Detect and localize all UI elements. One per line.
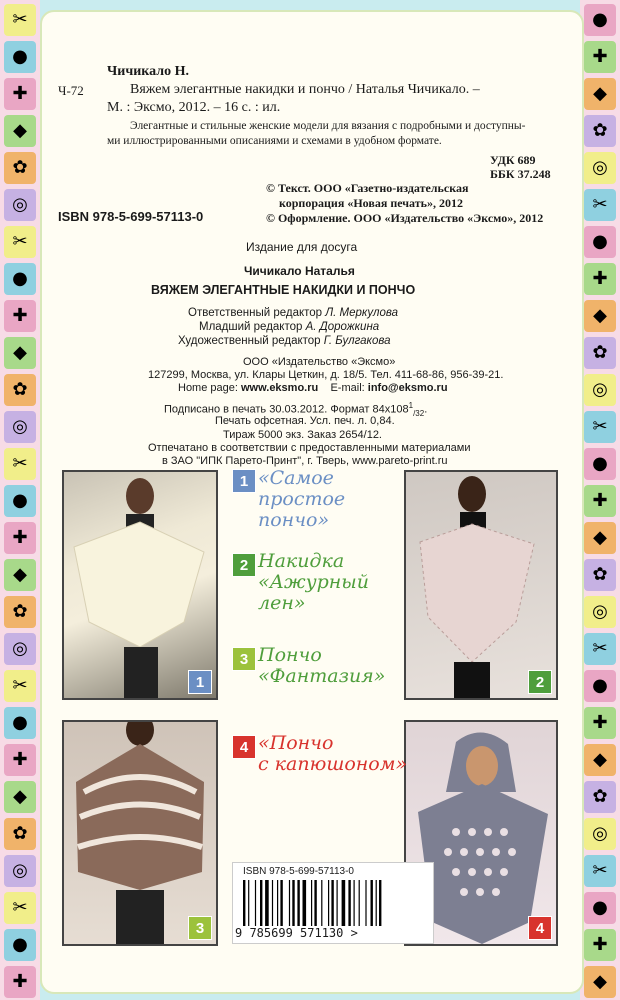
decor-tile <box>4 559 36 591</box>
email-label: E-mail: <box>330 382 365 394</box>
scissors-icon: ✂ <box>12 231 28 252</box>
yarn-ball-icon: ● <box>12 490 28 511</box>
author-short: Чичикало Н. <box>107 64 190 79</box>
item-3-number: 3 <box>232 647 256 671</box>
art-editor <box>178 335 391 347</box>
item-3-title <box>258 645 385 687</box>
barcode-bar <box>280 880 282 926</box>
flower-icon: ✿ <box>12 601 28 622</box>
barcode-box <box>232 862 434 944</box>
barcode-bar <box>376 880 377 926</box>
item-2-line2: «Ажурный <box>258 571 370 593</box>
barcode-bar <box>255 880 256 926</box>
edition-type: Издание для досуга <box>246 240 358 254</box>
imprint-author: Чичикало Наталья <box>244 264 355 278</box>
yarn-ball-icon: ● <box>12 46 28 67</box>
scissors-icon: ✂ <box>592 416 608 437</box>
thimble-icon: ◆ <box>13 786 27 807</box>
button-icon: ✚ <box>592 268 608 289</box>
thimble-icon: ◆ <box>593 83 607 104</box>
barcode-bar <box>348 880 350 926</box>
spool-icon: ◎ <box>12 860 28 881</box>
decor-tile <box>4 485 36 517</box>
item-1-line3: пончо» <box>258 509 330 531</box>
flower-icon: ✿ <box>592 786 608 807</box>
barcode-bar <box>297 880 299 926</box>
yarn-ball-icon: ● <box>592 231 608 252</box>
barcode-bar <box>365 880 366 926</box>
scissors-icon: ✂ <box>592 638 608 659</box>
photo-2 <box>404 470 558 700</box>
barcode-bar <box>311 880 312 926</box>
barcode-bar <box>371 880 373 926</box>
decor-tile <box>4 633 36 665</box>
junior-editor-role: Младший редактор <box>199 321 303 333</box>
decor-tile <box>584 966 616 998</box>
decor-tile <box>584 78 616 110</box>
button-icon: ✚ <box>592 46 608 67</box>
yarn-ball-icon: ● <box>12 712 28 733</box>
publisher-address: 127299, Москва, ул. Клары Цеткин, д. 18/5. Тел. 411-68-86, 956-39-21. <box>148 369 504 381</box>
spool-icon: ◎ <box>592 379 608 400</box>
poncho-shape-3 <box>64 722 216 944</box>
flower-icon: ✿ <box>12 157 28 178</box>
item-4-line1: «Пончо <box>258 732 334 754</box>
decor-tile <box>4 448 36 480</box>
flower-icon: ✿ <box>12 379 28 400</box>
scissors-icon: ✂ <box>592 860 608 881</box>
photo-4-badge: 4 <box>528 916 552 940</box>
spool-icon: ◎ <box>12 416 28 437</box>
scissors-icon: ✂ <box>12 453 28 474</box>
scissors-icon: ✂ <box>12 9 28 30</box>
barcode-bar <box>243 880 245 926</box>
barcode-bar <box>314 880 316 926</box>
item-1-line2: простое <box>258 488 346 510</box>
scissors-icon: ✂ <box>12 897 28 918</box>
decor-tile <box>584 929 616 961</box>
thimble-icon: ◆ <box>13 342 27 363</box>
decor-tile <box>4 78 36 110</box>
email-link[interactable]: info@eksmo.ru <box>367 382 448 394</box>
decor-tile <box>4 411 36 443</box>
decor-tile <box>4 41 36 73</box>
barcode-digits: 9 785699 571130 > <box>235 926 358 940</box>
yarn-ball-icon: ● <box>592 897 608 918</box>
decor-tile <box>584 522 616 554</box>
contacts-line <box>178 382 448 394</box>
item-4-line2: с капюшоном» <box>258 753 408 775</box>
poncho-shape-1 <box>64 472 216 698</box>
barcode-bars <box>243 880 423 926</box>
decor-tile <box>584 4 616 36</box>
resp-editor <box>188 307 398 319</box>
button-icon: ✚ <box>592 712 608 733</box>
udk-code: УДК 689 <box>490 153 536 167</box>
resp-editor-role: Ответственный редактор <box>188 307 323 319</box>
barcode-bar <box>265 880 269 926</box>
photo-1-badge: 1 <box>188 670 212 694</box>
decor-tile <box>584 152 616 184</box>
barcode-bar <box>328 880 329 926</box>
decor-tile <box>4 818 36 850</box>
art-editor-role: Художественный редактор <box>178 335 321 347</box>
poncho-shape-2 <box>406 472 556 698</box>
button-icon: ✚ <box>592 490 608 511</box>
home-label: Home page: <box>178 382 238 394</box>
button-icon: ✚ <box>12 83 28 104</box>
item-1-title <box>258 468 345 531</box>
item-3-line2: «Фантазия» <box>258 665 386 687</box>
decor-tile <box>4 115 36 147</box>
decor-tile <box>584 448 616 480</box>
barcode-bar <box>379 880 381 926</box>
spool-icon: ◎ <box>12 194 28 215</box>
thimble-icon: ◆ <box>593 971 607 992</box>
item-3-line1: Пончо <box>258 644 322 666</box>
item-2-number: 2 <box>232 553 256 577</box>
copyright-text-line2: корпорация «Новая печать», 2012 <box>279 196 463 210</box>
thimble-icon: ◆ <box>13 120 27 141</box>
spool-icon: ◎ <box>592 823 608 844</box>
decor-tile <box>584 41 616 73</box>
barcode-bar <box>248 880 249 926</box>
decor-tile <box>584 744 616 776</box>
yarn-ball-icon: ● <box>592 453 608 474</box>
decor-tile <box>4 781 36 813</box>
bbk-code: ББК 37.248 <box>490 167 551 181</box>
junior-editor-name: А. Дорожкина <box>305 321 380 333</box>
yarn-ball-icon: ● <box>592 675 608 696</box>
decor-tile <box>4 744 36 776</box>
barcode-bar <box>277 880 278 926</box>
decor-tile <box>584 596 616 628</box>
decor-tile <box>584 855 616 887</box>
decor-tile <box>4 4 36 36</box>
barcode-bar <box>292 880 294 926</box>
format-sup: 1 <box>408 401 414 410</box>
printed-line1: Отпечатано в соответствии с предоставленными материалами <box>148 442 471 454</box>
item-2-title <box>258 551 369 614</box>
item-4-title <box>258 733 407 775</box>
item-2-line3: лен» <box>258 592 306 614</box>
photo-3 <box>62 720 218 946</box>
catalog-code: Ч-72 <box>58 83 84 98</box>
photo-2-badge: 2 <box>528 670 552 694</box>
thimble-icon: ◆ <box>593 527 607 548</box>
item-1-line1: «Самое <box>258 467 334 489</box>
barcode-bar <box>342 880 346 926</box>
imprint-title: ВЯЖЕМ ЭЛЕГАНТНЫЕ НАКИДКИ И ПОНЧО <box>151 283 416 297</box>
decor-tile <box>4 596 36 628</box>
decor-tile <box>584 559 616 591</box>
thimble-icon: ◆ <box>593 305 607 326</box>
decor-tile <box>4 374 36 406</box>
decor-tile <box>584 781 616 813</box>
decor-tile <box>4 670 36 702</box>
decor-tile <box>584 226 616 258</box>
signed-text: Подписано в печать 30.03.2012. Формат 84x108 <box>164 403 409 416</box>
decor-tile <box>584 411 616 443</box>
photo-3-badge: 3 <box>188 916 212 940</box>
copyright-design: © Оформление. ООО «Издательство «Эксмо», 2012 <box>266 211 544 225</box>
button-icon: ✚ <box>12 305 28 326</box>
copyright-text-line1: © Текст. ООО «Газетно-издательская <box>266 181 469 195</box>
barcode-bar <box>337 880 338 926</box>
button-icon: ✚ <box>12 749 28 770</box>
junior-editor <box>199 321 379 333</box>
spool-icon: ◎ <box>12 638 28 659</box>
barcode-bar <box>354 880 355 926</box>
decor-tile <box>4 707 36 739</box>
thimble-icon: ◆ <box>13 564 27 585</box>
decor-tile <box>4 263 36 295</box>
printed-line2: в ЗАО "ИПК Парето-Принт", г. Тверь, www.pareto-print.ru <box>162 455 448 467</box>
catalog-isbn: ISBN 978-5-699-57113-0 <box>58 209 204 224</box>
yarn-ball-icon: ● <box>12 268 28 289</box>
decor-tile <box>4 855 36 887</box>
decor-tile <box>584 300 616 332</box>
decor-tile <box>584 670 616 702</box>
decor-tile <box>584 892 616 924</box>
barcode-isbn: ISBN 978-5-699-57113-0 <box>243 866 354 877</box>
barcode-bar <box>289 880 290 926</box>
yarn-ball-icon: ● <box>592 9 608 30</box>
barcode-bar <box>331 880 333 926</box>
annotation-line2: ми иллюстрированными описаниями и схемами в удобном формате. <box>107 135 442 147</box>
spool-icon: ◎ <box>592 601 608 622</box>
button-icon: ✚ <box>12 971 28 992</box>
button-icon: ✚ <box>592 934 608 955</box>
decor-tile <box>4 966 36 998</box>
decor-tile <box>4 189 36 221</box>
flower-icon: ✿ <box>592 342 608 363</box>
decor-tile <box>584 707 616 739</box>
decor-tile <box>4 300 36 332</box>
decor-tile <box>584 189 616 221</box>
barcode-bar <box>321 880 322 926</box>
art-editor-name: Г. Булгакова <box>323 335 391 347</box>
decor-tile <box>584 633 616 665</box>
run-line: Тираж 5000 экз. Заказ 2654/12. <box>223 429 382 441</box>
decor-tile <box>4 929 36 961</box>
scissors-icon: ✂ <box>12 675 28 696</box>
decor-tile <box>4 892 36 924</box>
button-icon: ✚ <box>12 527 28 548</box>
flower-icon: ✿ <box>12 823 28 844</box>
signed-line: Подписано в печать 30.03.2012. Формат $84x108^1_{/32}$. <box>164 401 428 418</box>
decor-tile <box>4 522 36 554</box>
decor-tile <box>584 818 616 850</box>
format-sub: /32 <box>413 408 425 418</box>
decor-tile <box>584 115 616 147</box>
annotation-line1: Элегантные и стильные женские модели для вязания с подробными и доступны- <box>130 120 526 132</box>
barcode-bar <box>359 880 360 926</box>
publisher-name: ООО «Издательство «Эксмо» <box>243 356 396 368</box>
biblio-line2: М. : Эксмо, 2012. – 16 с. : ил. <box>107 100 281 115</box>
barcode-bar <box>303 880 307 926</box>
thimble-icon: ◆ <box>593 749 607 770</box>
resp-editor-name: Л. Меркулова <box>325 307 398 319</box>
item-2-line1: Накидка <box>258 550 345 572</box>
decor-tile <box>4 152 36 184</box>
yarn-ball-icon: ● <box>12 934 28 955</box>
barcode-bar <box>272 880 273 926</box>
barcode-bar <box>260 880 262 926</box>
biblio-line1: Вяжем элегантные накидки и пончо / Наталья Чичикало. – <box>130 82 480 97</box>
photo-1 <box>62 470 218 700</box>
decor-tile <box>584 337 616 369</box>
decor-tile <box>584 374 616 406</box>
decor-tile <box>584 485 616 517</box>
spool-icon: ◎ <box>592 157 608 178</box>
flower-icon: ✿ <box>592 120 608 141</box>
item-4-number: 4 <box>232 735 256 759</box>
home-link[interactable]: www.eksmo.ru <box>241 382 319 394</box>
decor-tile <box>4 226 36 258</box>
decor-tile <box>584 263 616 295</box>
item-1-number: 1 <box>232 469 256 493</box>
decor-tile <box>4 337 36 369</box>
flower-icon: ✿ <box>592 564 608 585</box>
scissors-icon: ✂ <box>592 194 608 215</box>
print-line: Печать офсетная. Усл. печ. л. 0,84. <box>215 415 395 427</box>
